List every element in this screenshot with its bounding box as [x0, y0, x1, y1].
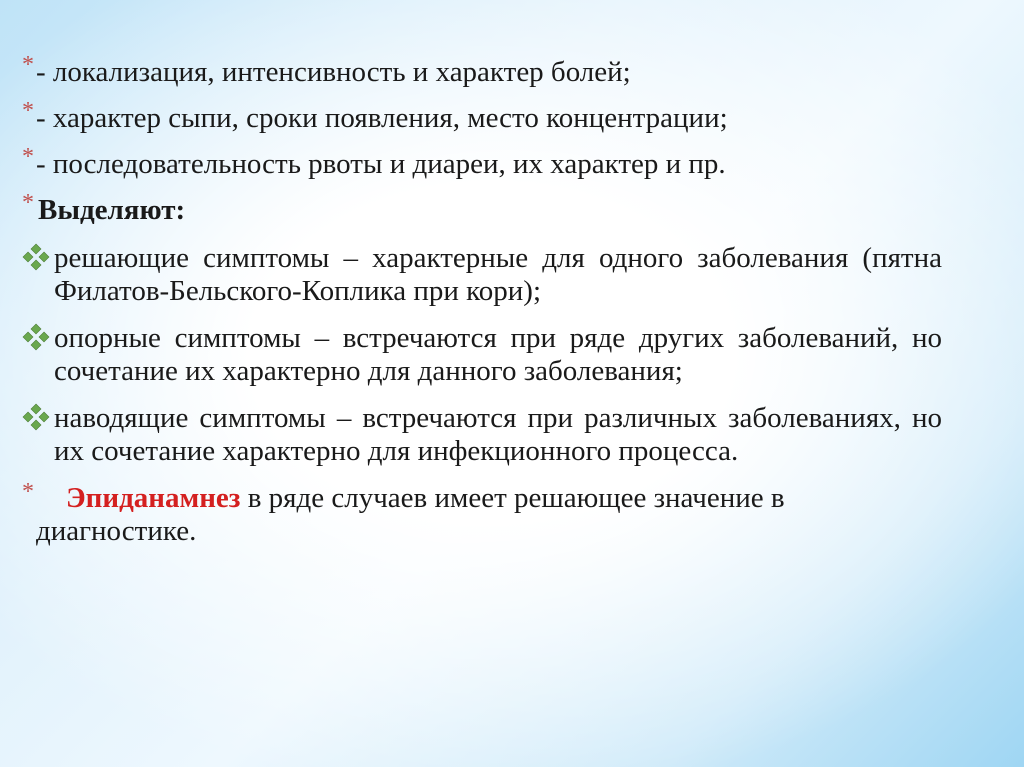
sub-list-item-text: опорные симптомы – встречаются при ряде других заболеваний, но сочетание их характерно для данного заболевания;	[54, 322, 942, 387]
list-item	[22, 98, 942, 135]
asterisk-icon: *	[22, 98, 34, 124]
diamond-cluster-icon	[22, 403, 50, 431]
closing-text-line1: в ряде случаев имеет решающее значение в	[240, 482, 785, 514]
sub-list-item-text: наводящие симптомы – встречаются при различных заболеваниях, но их сочетание характерно для инфекционного процесса.	[54, 402, 942, 467]
list-item	[22, 52, 942, 89]
closing-paragraph	[22, 479, 942, 548]
sub-list-item	[22, 322, 942, 388]
asterisk-icon: *	[22, 144, 34, 170]
sub-list-item	[22, 402, 942, 468]
list-item	[22, 144, 942, 181]
slide-content	[22, 52, 942, 548]
diamond-cluster-icon	[22, 243, 50, 271]
list-item-text: - локализация, интенсивность и характер болей;	[36, 56, 631, 88]
section-heading	[22, 190, 942, 227]
sub-list-item	[22, 242, 942, 308]
diamond-cluster-icon	[22, 323, 50, 351]
asterisk-icon: *	[22, 52, 34, 78]
asterisk-icon: *	[22, 190, 34, 216]
asterisk-icon: *	[22, 479, 34, 505]
list-item-text: - последовательность рвоты и диареи, их характер и пр.	[36, 148, 726, 180]
sub-list-item-text: решающие симптомы – характерные для одного заболевания (пятна Филатов-Бельского-Коплика при кори);	[54, 242, 942, 307]
emphasis-term: Эпиданамнез	[66, 482, 241, 514]
section-heading-text: Выделяют:	[38, 194, 186, 226]
closing-text-line2: диагностике.	[36, 515, 197, 547]
list-item-text: - характер сыпи, сроки появления, место концентрации;	[36, 102, 728, 134]
